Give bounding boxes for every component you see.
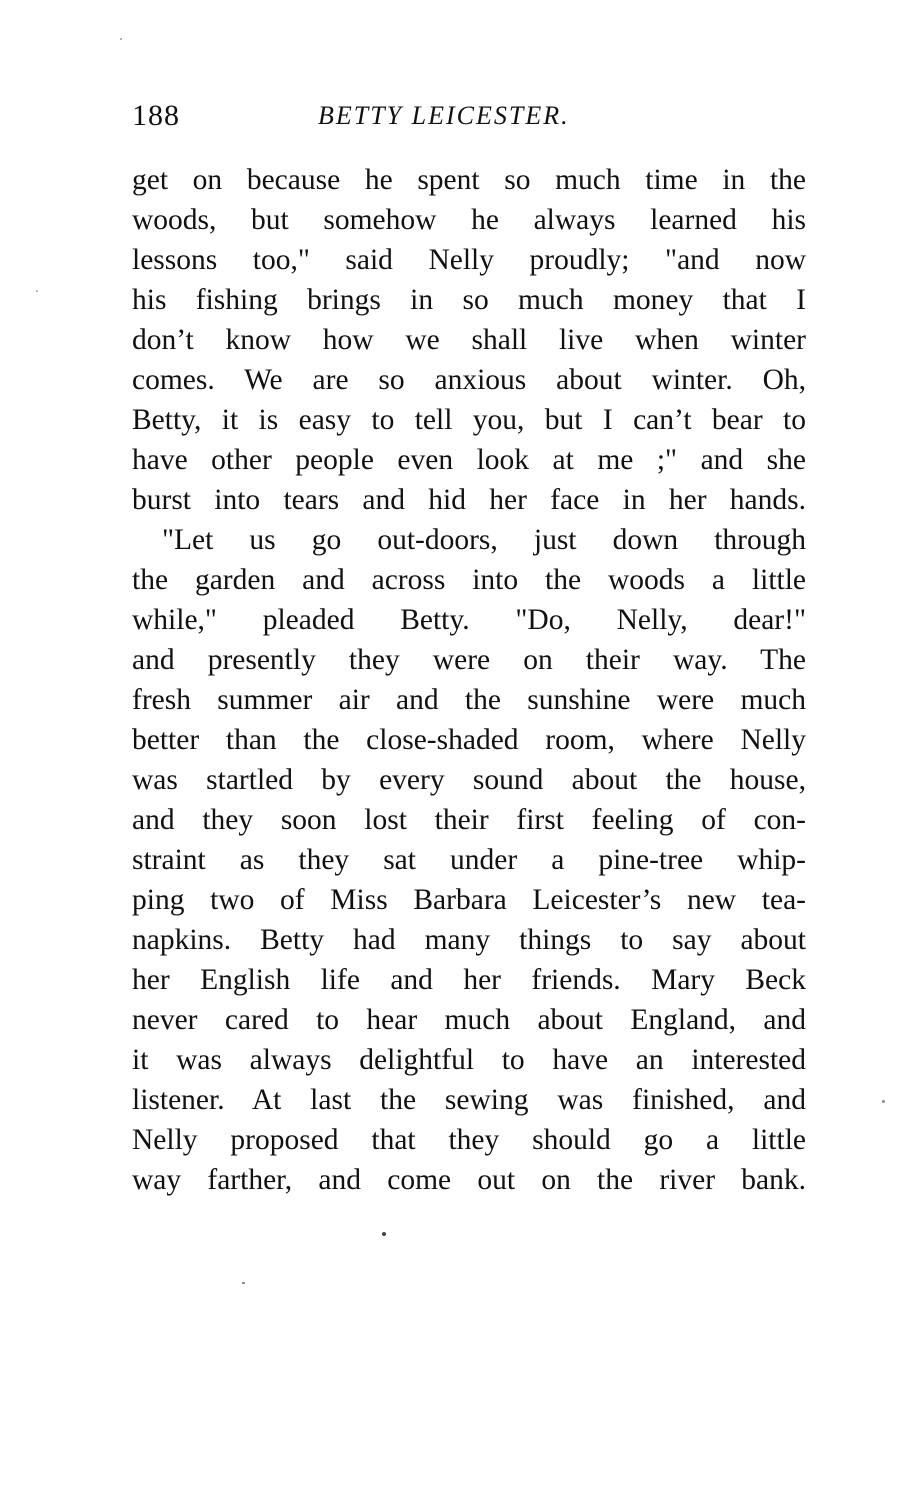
text-line: the garden and across into the woods a little <box>132 564 806 596</box>
text-line: "Let us go out-doors, just down through <box>162 524 806 556</box>
text-line: was startled by every sound about the house, <box>132 764 806 796</box>
text-line: way farther, and come out on the river bank. <box>132 1164 806 1196</box>
print-speck <box>882 1100 885 1103</box>
text-line: listener. At last the sewing was finished, and <box>132 1084 806 1116</box>
text-line: and presently they were on their way. The <box>132 644 806 676</box>
text-line: burst into tears and hid her face in her hands. <box>132 484 806 516</box>
text-line: ping two of Miss Barbara Leicester’s new tea- <box>132 884 806 916</box>
running-title: BETTY LEICESTER. <box>318 101 570 130</box>
text-line: napkins. Betty had many things to say about <box>132 924 806 956</box>
text-line: fresh summer air and the sunshine were much <box>132 684 806 716</box>
text-line: lessons too," said Nelly proudly; "and now <box>132 244 806 276</box>
text-line: while," pleaded Betty. "Do, Nelly, dear!" <box>132 604 806 636</box>
body-text <box>132 160 806 1200</box>
page-number: 188 <box>132 99 180 132</box>
print-speck <box>120 38 122 40</box>
text-line: comes. We are so anxious about winter. Oh, <box>132 364 806 396</box>
text-line: don’t know how we shall live when winter <box>132 324 806 356</box>
text-line: Nelly proposed that they should go a little <box>132 1124 806 1156</box>
print-speck <box>382 1232 386 1236</box>
text-line: never cared to hear much about England, and <box>132 1004 806 1036</box>
text-line: get on because he spent so much time in the <box>132 164 806 196</box>
print-speck <box>36 290 38 292</box>
text-line: woods, but somehow he always learned his <box>132 204 806 236</box>
text-line: his fishing brings in so much money that I <box>132 284 806 316</box>
text-line: and they soon lost their first feeling of con- <box>132 804 806 836</box>
print-speck <box>242 1282 245 1284</box>
text-line: better than the close-shaded room, where Nelly <box>132 724 806 756</box>
text-line: her English life and her friends. Mary Beck <box>132 964 806 996</box>
text-line: have other people even look at me ;" and she <box>132 444 806 476</box>
text-line: it was always delightful to have an interested <box>132 1044 806 1076</box>
text-line: Betty, it is easy to tell you, but I can’t bear to <box>132 404 806 436</box>
page-header <box>132 96 812 136</box>
text-line: straint as they sat under a pine-tree whip- <box>132 844 806 876</box>
